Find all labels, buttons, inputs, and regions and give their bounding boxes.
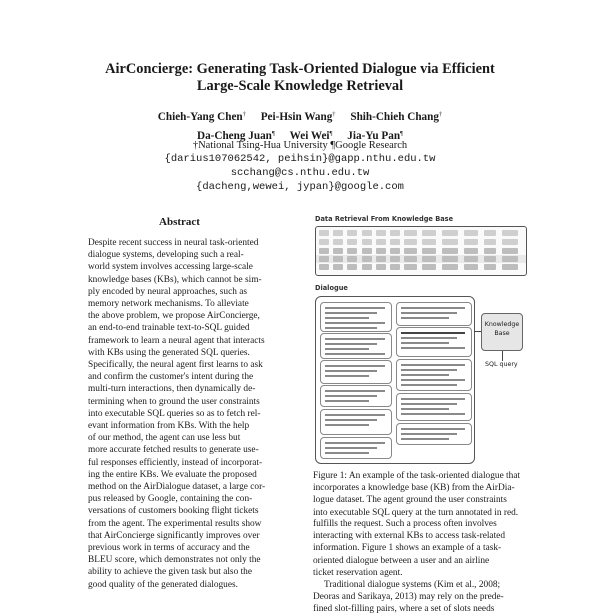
kb-cell	[362, 230, 372, 236]
dialogue-panel	[315, 296, 475, 464]
dialogue-label: Dialogue	[315, 284, 348, 292]
dialogue-text-line	[325, 419, 377, 421]
abstract-line: and confirm the customer's intent during the	[88, 372, 254, 383]
agent-turn	[396, 327, 472, 357]
abstract-line: ing the entire KBs. We evaluate the proposed	[88, 469, 257, 480]
dialogue-text-line	[325, 395, 377, 397]
kb-cell	[422, 248, 436, 254]
kb-cell	[390, 256, 400, 262]
author-row-1	[0, 107, 600, 126]
abstract-line: dialogue systems, developing such a real-	[88, 250, 244, 261]
kb-cell	[347, 248, 357, 254]
kb-cell	[502, 248, 518, 254]
dialogue-text-line	[325, 327, 377, 329]
kb-box-line-1: Knowledge	[484, 321, 520, 328]
abstract-line: good quality of the generated dialogues.	[88, 579, 238, 590]
abstract-line: from the agent. The experimental results show	[88, 518, 262, 529]
connector-line	[502, 351, 503, 361]
kb-cell	[404, 264, 417, 270]
kb-cell	[319, 256, 329, 262]
dialogue-text-line	[325, 307, 385, 309]
caption-line: logue dataset. The agent ground the user constraints	[313, 495, 507, 506]
dialogue-text-line	[401, 317, 449, 319]
kb-cell	[502, 239, 518, 245]
dialogue-text-line	[401, 369, 457, 371]
kb-cell	[422, 264, 436, 270]
dialogue-text-line	[325, 414, 385, 416]
abstract-line: BLEU score, which demonstrates not only the	[88, 555, 261, 566]
abstract-line: memory network mechanisms. To alleviate	[88, 299, 249, 310]
abstract-line: Despite recent success in neural task-oriented	[88, 238, 259, 248]
kb-cell	[333, 230, 343, 236]
abstract-line: method on the AirDialogue dataset, a large cor-	[88, 482, 266, 493]
abstract-line: pus released by Google, containing the con-	[88, 494, 253, 505]
abstract-line: ply encoded by neural approaches, such as	[88, 286, 248, 297]
kb-cell	[333, 248, 343, 254]
title-line-1: AirConcierge: Generating Task-Oriented Dialogue via Efficient	[105, 61, 495, 77]
abstract-line: Specifically, the neural agent first learns to ask	[88, 360, 263, 371]
kb-cell	[484, 230, 496, 236]
knowledge-base-box	[481, 313, 523, 351]
kb-cell	[464, 239, 478, 245]
kb-header-row	[316, 229, 526, 237]
kb-cell	[347, 256, 357, 262]
abstract-line: multi-turn interactions, then dynamically de-	[88, 384, 256, 395]
body-text	[313, 518, 528, 616]
abstract-line: knowledge bases (KBs), which cannot be sim-	[88, 274, 262, 285]
figure-1	[313, 213, 528, 465]
paper-title	[0, 61, 600, 95]
kb-retrieval-label: Data Retrieval From Knowledge Base	[315, 215, 454, 223]
user-turn	[320, 409, 392, 435]
dialogue-text-line	[401, 408, 449, 410]
author: Da-Cheng Juan¶	[196, 129, 275, 142]
figure-caption	[313, 470, 528, 519]
dialogue-text-line	[401, 374, 449, 376]
caption-line: Figure 1: An example of the task-oriented dialogue that	[313, 471, 521, 481]
dialogue-text-line	[401, 342, 449, 344]
abstract-line: with KBs using the generated SQL queries.	[88, 347, 250, 358]
connector-line	[474, 331, 481, 332]
kb-cell	[376, 239, 386, 245]
kb-cell	[464, 256, 478, 262]
abstract-line: world system involves accessing large-scale	[88, 262, 253, 273]
dialogue-text-line	[325, 424, 369, 426]
dialogue-text-line	[325, 322, 385, 324]
kb-cell	[333, 264, 343, 270]
caption-line: into executable SQL query at the turn annotated in red.	[313, 507, 519, 518]
sql-query-label: SQL query	[485, 361, 518, 368]
abstract-line: an end-to-end trainable text-to-SQL guided	[88, 323, 250, 334]
abstract-line: that AirConcierge significantly improves over	[88, 530, 260, 541]
abstract-line: more accurate fetched results to generate use-	[88, 445, 259, 456]
dialogue-text-line	[401, 379, 465, 381]
kb-cell	[422, 239, 436, 245]
kb-cell	[464, 248, 478, 254]
author: Wei Wei¶	[289, 129, 333, 142]
kb-cell	[390, 239, 400, 245]
kb-cell	[502, 264, 518, 270]
kb-cell	[319, 239, 329, 245]
author-list	[0, 107, 600, 144]
kb-cell	[464, 264, 478, 270]
caption-line: incorporates a knowledge base (KB) from the AirDia-	[313, 483, 515, 494]
user-turn	[320, 437, 392, 459]
dialogue-text-line	[325, 365, 385, 367]
dialogue-text-line	[325, 400, 369, 402]
abstract-line: termining when to ground the user constraints	[88, 396, 260, 407]
dialogue-text-line	[401, 332, 465, 334]
kb-cell	[442, 264, 458, 270]
kb-cell	[333, 256, 343, 262]
kb-cell	[484, 256, 496, 262]
user-turn	[320, 385, 392, 407]
dialogue-text-line	[401, 403, 457, 405]
dialogue-text-line	[325, 348, 369, 350]
body-line: fulfills the request. Such a process often involves	[313, 519, 497, 529]
kb-cell	[347, 264, 357, 270]
abstract-line: versations of customers booking flight tickets	[88, 506, 259, 517]
kb-header-row	[316, 238, 526, 246]
dialogue-text-line	[325, 338, 385, 340]
kb-cell	[442, 239, 458, 245]
kb-cell	[390, 264, 400, 270]
body-line: oriented dialogue between a user and an airline	[313, 555, 490, 566]
kb-cell	[484, 239, 496, 245]
kb-cell	[464, 230, 478, 236]
kb-cell	[376, 248, 386, 254]
abstract-line: previous work in terms of accuracy and the	[88, 543, 250, 554]
paragraph-2	[313, 579, 528, 616]
abstract-heading: Abstract	[159, 216, 200, 228]
kb-row	[316, 255, 526, 263]
kb-cell	[502, 230, 518, 236]
kb-cell	[362, 239, 372, 245]
dialogue-text-line	[401, 364, 465, 366]
body-line: fined slot-filling pairs, where a set of slots needs	[313, 604, 495, 615]
author: Chieh-Yang Chen†	[157, 111, 246, 123]
user-turn	[320, 302, 392, 332]
dialogue-text-line	[325, 370, 377, 372]
dialogue-text-line	[325, 375, 369, 377]
email-line-2: scchang@cs.nthu.edu.tw	[230, 167, 370, 179]
body-line: Deoras and Sarikaya, 2013) may rely on the prede-	[313, 592, 504, 603]
kb-cell	[442, 230, 458, 236]
kb-cell	[390, 248, 400, 254]
kb-cell	[442, 248, 458, 254]
abstract-line: the above problem, we propose AirConcierge,	[88, 311, 260, 322]
dialogue-text-line	[401, 384, 457, 386]
kb-cell	[422, 230, 436, 236]
author: Pei-Hsin Wang†	[260, 111, 336, 123]
dialogue-text-line	[401, 428, 465, 430]
kb-cell	[362, 256, 372, 262]
email-line-1: {darius107062542, peihsin}@gapp.nthu.edu.tw	[164, 153, 436, 165]
agent-turn	[396, 393, 472, 421]
kb-cell	[404, 230, 417, 236]
kb-cell	[362, 264, 372, 270]
kb-cell	[376, 264, 386, 270]
agent-turn	[396, 302, 472, 326]
kb-cell	[502, 256, 518, 262]
dialogue-text-line	[325, 390, 385, 392]
kb-cell	[347, 230, 357, 236]
kb-cell	[484, 248, 496, 254]
user-turn	[320, 360, 392, 384]
author: Shih-Chieh Chang†	[350, 111, 443, 123]
dialogue-text-line	[401, 347, 465, 349]
kb-cell	[376, 230, 386, 236]
body-line: information. Figure 1 shows an example of a task-	[313, 543, 502, 554]
author: Jia-Yu Pan¶	[347, 129, 403, 142]
paragraph-1	[313, 518, 528, 579]
dialogue-text-line	[401, 413, 465, 415]
kb-cell	[404, 239, 417, 245]
dialogue-text-line	[325, 353, 385, 355]
kb-cell	[347, 239, 357, 245]
agent-turn	[396, 359, 472, 391]
kb-cell	[442, 256, 458, 262]
abstract-line: framework to learn a neural agent that interacts	[88, 335, 265, 346]
agent-turn	[396, 423, 472, 445]
body-line: ticket reservation agent.	[313, 567, 403, 578]
dialogue-text-line	[325, 312, 377, 314]
body-line: Traditional dialogue systems (Kim et al., 2008;	[324, 580, 501, 591]
kb-cell	[319, 248, 329, 254]
abstract-line: ful responses efficiently, instead of incorporat-	[88, 457, 263, 468]
dialogue-text-line	[325, 447, 377, 449]
kb-cell	[422, 256, 436, 262]
kb-box-line-2: Base	[494, 330, 510, 337]
dialogue-text-line	[325, 442, 385, 444]
abstract-line: evant information from KBs. With the help	[88, 421, 250, 432]
title-line-2: Large-Scale Knowledge Retrieval	[196, 78, 404, 94]
dialogue-text-line	[325, 343, 377, 345]
kb-cell	[404, 248, 417, 254]
user-turn	[320, 333, 392, 359]
dialogue-text-line	[401, 307, 465, 309]
dialogue-text-line	[401, 438, 449, 440]
kb-row	[316, 247, 526, 255]
email-line-3: {dacheng,wewei, jypan}@google.com	[196, 181, 404, 193]
kb-cell	[319, 230, 329, 236]
affiliation: †National Tsing-Hua University ¶Google Research	[192, 140, 408, 151]
dialogue-text-line	[325, 452, 369, 454]
kb-cell	[484, 264, 496, 270]
kb-cell	[390, 230, 400, 236]
kb-cell	[333, 239, 343, 245]
knowledge-base-table	[315, 226, 527, 276]
kb-cell	[319, 264, 329, 270]
dialogue-text-line	[325, 317, 369, 319]
dialogue-text-line	[401, 312, 457, 314]
abstract-line: into executable SQL queries so as to fetch rel-	[88, 408, 261, 419]
kb-cell	[376, 256, 386, 262]
abstract-body	[88, 237, 271, 591]
abstract-line: ability to achieve the given task but also the	[88, 567, 252, 578]
kb-cell	[404, 256, 417, 262]
kb-row	[316, 263, 526, 271]
body-line: interacting with external KBs to access task-related	[313, 531, 505, 542]
dialogue-text-line	[401, 337, 457, 339]
kb-cell	[362, 248, 372, 254]
dialogue-text-line	[401, 398, 465, 400]
dialogue-text-line	[401, 433, 457, 435]
abstract-line: of our method, the agent can use less but	[88, 433, 241, 444]
